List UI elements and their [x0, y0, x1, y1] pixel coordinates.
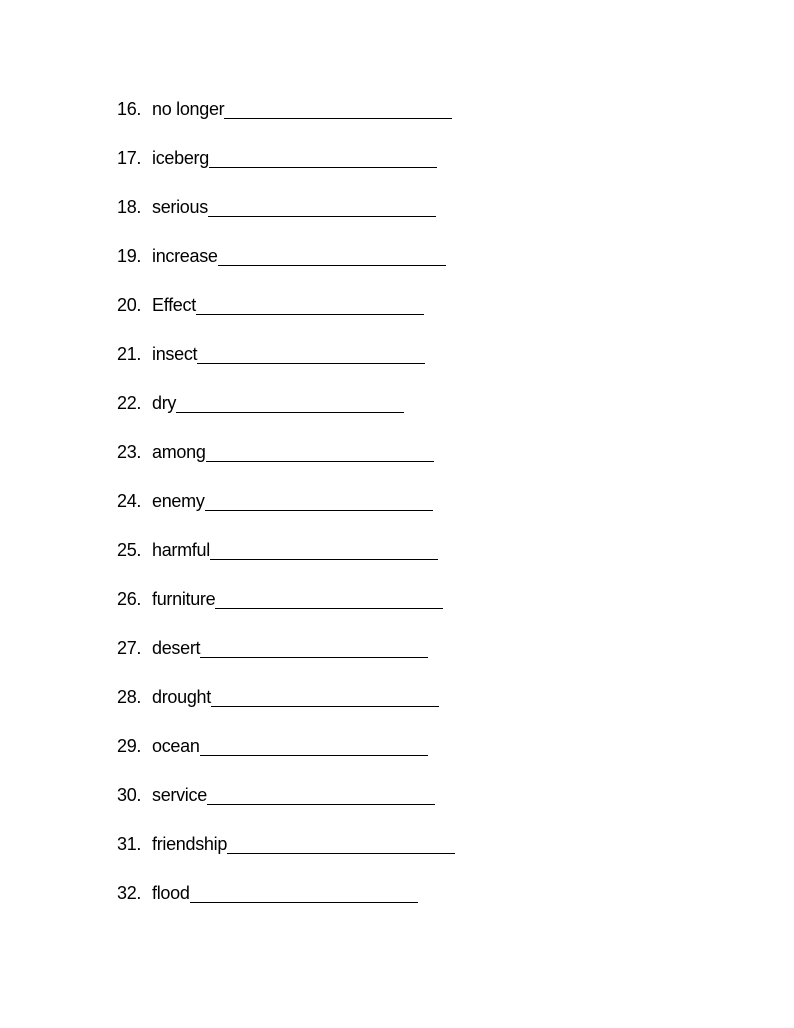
list-item [117, 96, 717, 145]
answer-blank[interactable] [207, 782, 435, 805]
item-word: serious [152, 197, 208, 217]
item-number: 30. [117, 785, 142, 805]
answer-blank[interactable] [218, 243, 446, 266]
vocabulary-worksheet [117, 96, 717, 929]
answer-blank[interactable] [200, 635, 428, 658]
list-item [117, 341, 717, 390]
item-number: 26. [117, 589, 142, 609]
answer-blank[interactable] [196, 292, 424, 315]
list-item [117, 782, 717, 831]
item-word: iceberg [152, 148, 209, 168]
list-item [117, 733, 717, 782]
answer-blank[interactable] [176, 390, 404, 413]
list-item [117, 586, 717, 635]
answer-blank[interactable] [200, 733, 428, 756]
item-number: 24. [117, 491, 142, 511]
item-word: furniture [152, 589, 216, 609]
answer-blank[interactable] [211, 684, 439, 707]
list-item [117, 684, 717, 733]
item-number: 19. [117, 246, 142, 266]
item-word: enemy [152, 491, 205, 511]
item-word: flood [152, 883, 190, 903]
answer-blank[interactable] [210, 537, 438, 560]
item-word: no longer [152, 99, 225, 119]
item-word: ocean [152, 736, 200, 756]
list-item [117, 243, 717, 292]
list-item [117, 488, 717, 537]
item-number: 25. [117, 540, 142, 560]
item-number: 28. [117, 687, 142, 707]
item-number: 17. [117, 148, 142, 168]
item-number: 18. [117, 197, 142, 217]
list-item [117, 145, 717, 194]
answer-blank[interactable] [197, 341, 425, 364]
list-item [117, 390, 717, 439]
item-word: friendship [152, 834, 228, 854]
item-number: 22. [117, 393, 142, 413]
answer-blank[interactable] [206, 439, 434, 462]
item-word: insect [152, 344, 198, 364]
item-word: dry [152, 393, 177, 413]
list-item [117, 439, 717, 488]
item-number: 21. [117, 344, 142, 364]
answer-blank[interactable] [224, 96, 452, 119]
list-item [117, 537, 717, 586]
list-item [117, 635, 717, 684]
answer-blank[interactable] [227, 831, 455, 854]
list-item [117, 194, 717, 243]
item-number: 16. [117, 99, 142, 119]
answer-blank[interactable] [209, 145, 437, 168]
answer-blank[interactable] [190, 880, 418, 903]
answer-blank[interactable] [215, 586, 443, 609]
item-word: Effect [152, 295, 196, 315]
item-number: 31. [117, 834, 142, 854]
item-word: among [152, 442, 206, 462]
list-item [117, 831, 717, 880]
item-number: 32. [117, 883, 142, 903]
item-word: drought [152, 687, 211, 707]
item-word: harmful [152, 540, 210, 560]
item-number: 23. [117, 442, 142, 462]
list-item [117, 292, 717, 341]
item-word: service [152, 785, 207, 805]
item-number: 27. [117, 638, 142, 658]
item-word: desert [152, 638, 201, 658]
item-word: increase [152, 246, 218, 266]
list-item [117, 880, 717, 929]
answer-blank[interactable] [205, 488, 433, 511]
item-number: 20. [117, 295, 142, 315]
answer-blank[interactable] [208, 194, 436, 217]
item-number: 29. [117, 736, 142, 756]
